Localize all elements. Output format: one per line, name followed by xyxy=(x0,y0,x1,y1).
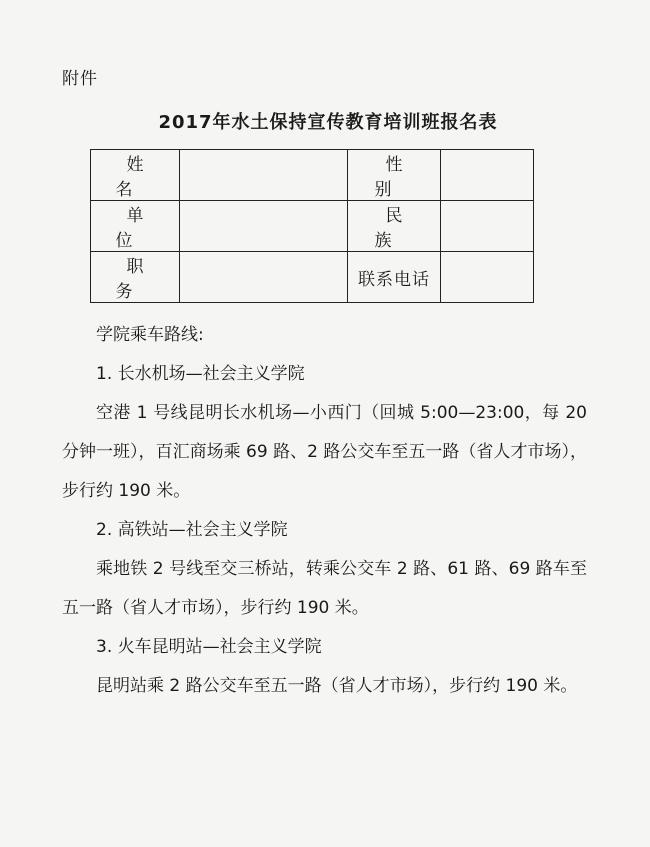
organization-label: 单 位 xyxy=(91,201,180,252)
ethnicity-label: 民 族 xyxy=(348,201,441,252)
route-3-title: 3. 火车昆明站—社会主义学院 xyxy=(96,637,322,657)
table-row xyxy=(91,201,534,252)
phone-field[interactable] xyxy=(441,252,534,303)
gender-field[interactable] xyxy=(441,150,534,201)
route-3-text: 昆明站乘 2 路公交车至五一路（省人才市场），步行约 190 米。 xyxy=(96,676,578,696)
name-label: 姓 名 xyxy=(91,150,180,201)
ethnicity-field[interactable] xyxy=(441,201,534,252)
position-field[interactable] xyxy=(180,252,348,303)
registration-form-table xyxy=(90,149,534,303)
table-row xyxy=(91,150,534,201)
position-label: 职 务 xyxy=(91,252,180,303)
route-1-title: 1. 长水机场—社会主义学院 xyxy=(96,364,305,384)
gender-label: 性 别 xyxy=(348,150,441,201)
route-2-text: 乘地铁 2 号线至交三桥站，转乘公交车 2 路、61 路、69 路车至五一路（省人才市场），步行约 190 米。 xyxy=(62,559,587,618)
route-1-text: 空港 1 号线昆明长水机场—小西门（回城 5:00—23:00，每 20 分钟一班），百汇商场乘 69 路、2 路公交车至五一路（省人才市场），步行约 190 米。 xyxy=(62,403,587,501)
name-field[interactable] xyxy=(180,150,348,201)
table-row xyxy=(91,252,534,303)
organization-field[interactable] xyxy=(180,201,348,252)
routes-section xyxy=(62,316,587,706)
form-title: 2017年水土保持宣传教育培训班报名表 xyxy=(158,112,498,133)
routes-heading: 学院乘车路线: xyxy=(96,325,204,345)
attachment-label: 附件 xyxy=(62,69,98,89)
phone-label: 联系电话 xyxy=(348,252,441,303)
route-2-title: 2. 高铁站—社会主义学院 xyxy=(96,520,288,540)
